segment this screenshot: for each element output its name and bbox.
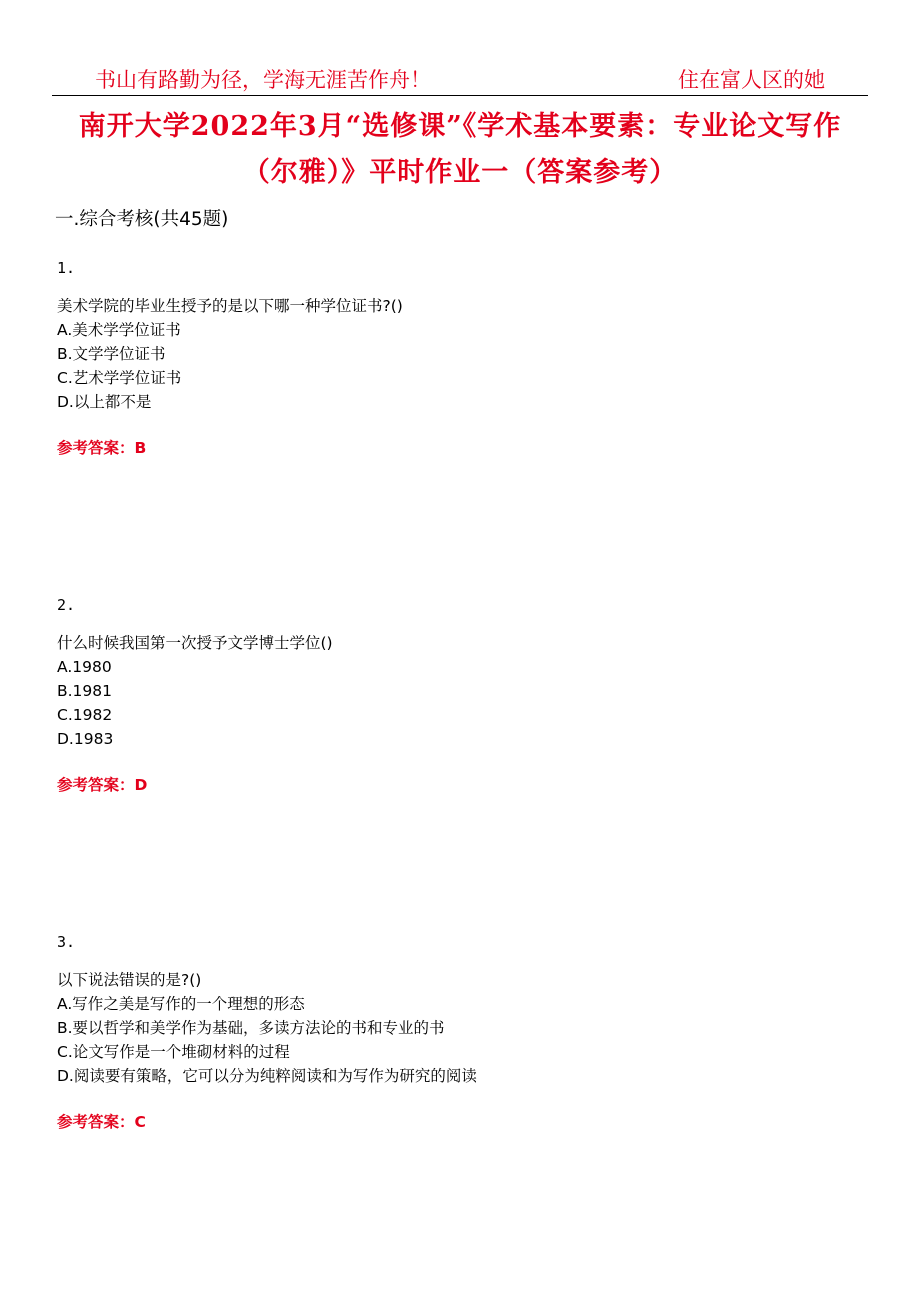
option-b: B.要以哲学和美学作为基础，多读方法论的书和专业的书 bbox=[57, 1019, 445, 1037]
question-text: 以下说法错误的是?() bbox=[57, 971, 202, 989]
question-number: 1. bbox=[57, 259, 76, 277]
option-c: C.艺术学学位证书 bbox=[57, 369, 182, 387]
option-a: A.美术学学位证书 bbox=[57, 321, 181, 339]
option-b: B.文学学位证书 bbox=[57, 345, 166, 363]
option-b: B.1981 bbox=[57, 682, 113, 700]
option-a: A.写作之美是写作的一个理想的形态 bbox=[57, 995, 305, 1013]
reference-answer: 参考答案：B bbox=[57, 439, 147, 457]
reference-answer: 参考答案：C bbox=[57, 1113, 146, 1131]
option-d: D.1983 bbox=[57, 730, 114, 748]
option-d: D.以上都不是 bbox=[57, 393, 152, 411]
motto-left: 书山有路勤为径，学海无涯苦作舟！ bbox=[95, 68, 431, 92]
document-title bbox=[30, 104, 890, 196]
title-line-1: 南开大学2022年3月“选修课”《学术基本要素：专业论文写作 bbox=[78, 111, 842, 142]
question-1 bbox=[57, 258, 857, 459]
question-number: 3. bbox=[57, 933, 76, 951]
title-line-2: （尔雅）》平时作业一（答案参考） bbox=[242, 157, 678, 188]
option-c: C.1982 bbox=[57, 706, 113, 724]
question-number: 2. bbox=[57, 596, 76, 614]
option-a: A.1980 bbox=[57, 658, 112, 676]
header-motto bbox=[95, 64, 825, 94]
reference-answer: 参考答案：D bbox=[57, 776, 148, 794]
question-2 bbox=[57, 595, 857, 796]
option-c: C.论文写作是一个堆砌材料的过程 bbox=[57, 1043, 290, 1061]
question-3 bbox=[57, 932, 857, 1133]
question-text: 美术学院的毕业生授予的是以下哪一种学位证书?() bbox=[57, 297, 403, 315]
option-d: D.阅读要有策略，它可以分为纯粹阅读和为写作为研究的阅读 bbox=[57, 1067, 477, 1085]
section-heading: 一.综合考核(共45题) bbox=[55, 209, 229, 230]
motto-right: 住在富人区的她 bbox=[678, 68, 825, 92]
question-text: 什么时候我国第一次授予文学博士学位() bbox=[57, 634, 333, 652]
header-divider bbox=[52, 95, 868, 96]
